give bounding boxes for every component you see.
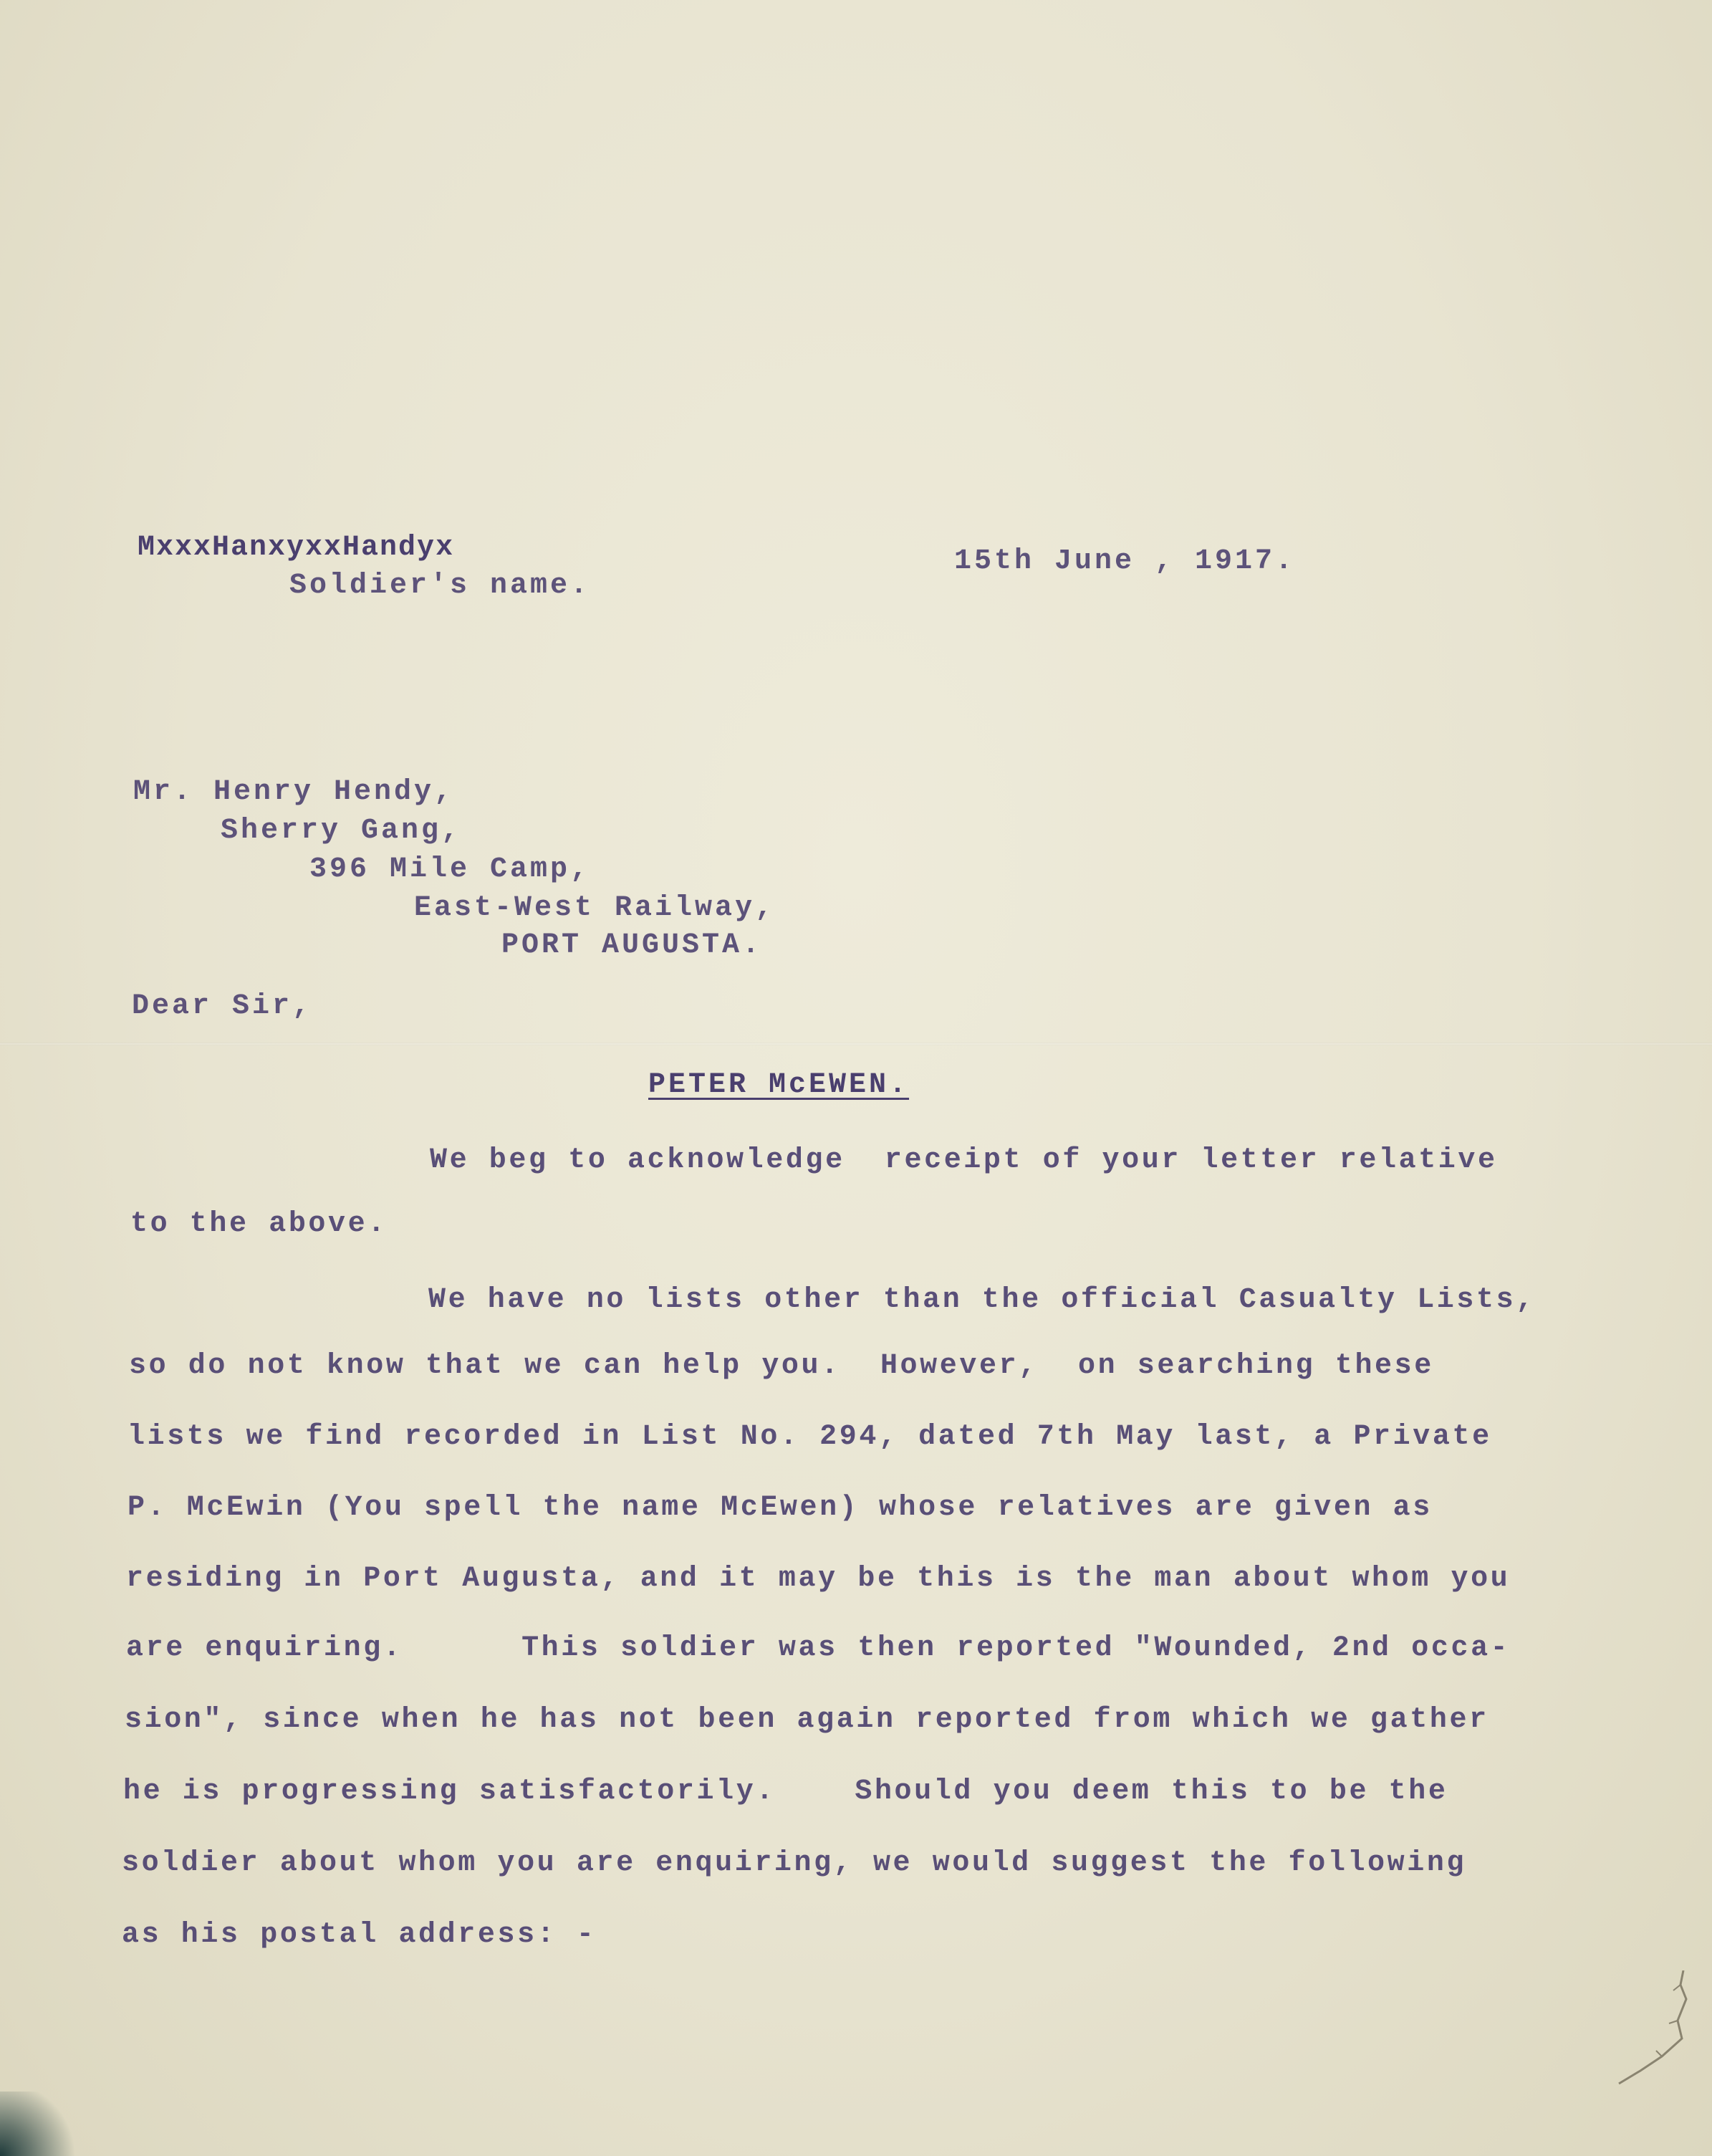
soldier-name-label: Soldier's name. — [289, 570, 591, 602]
address-line-2: Sherry Gang, — [221, 815, 462, 847]
page-corner-shadow — [0, 2092, 86, 2156]
salutation: Dear Sir, — [132, 990, 313, 1022]
address-line-1: Mr. Henry Hendy, — [133, 776, 455, 808]
address-line-5: PORT AUGUSTA. — [501, 929, 763, 962]
body-line: so do not know that we can help you. However, on searching these — [129, 1350, 1434, 1382]
body-line: are enquiring. This soldier was then reported "Wounded, 2nd occa- — [126, 1632, 1511, 1664]
body-line: as his postal address: - — [122, 1919, 597, 1951]
paper-tear-mark — [1612, 1970, 1691, 2085]
letter-subject: PETER McEWEN. — [648, 1069, 910, 1101]
body-line: residing in Port Augusta, and it may be this is the man about whom you — [126, 1563, 1511, 1595]
address-line-3: 396 Mile Camp, — [309, 853, 591, 886]
body-line: We beg to acknowledge receipt of your letter relative — [430, 1144, 1498, 1177]
paper-fold-crease — [0, 1043, 1712, 1045]
letter-date: 15th June , 1917. — [954, 545, 1296, 578]
body-line: We have no lists other than the official Casualty Lists, — [428, 1284, 1536, 1316]
body-line: he is progressing satisfactorily. Should you deem this to be the — [123, 1776, 1448, 1808]
body-line: sion", since when he has not been again reported from which we gather — [125, 1704, 1489, 1736]
address-line-4: East-West Railway, — [414, 892, 776, 924]
body-line: soldier about whom you are enquiring, we would suggest the following — [122, 1847, 1467, 1879]
struck-out-heading: MxxxHanxyxxHandyx — [138, 532, 455, 564]
body-line: lists we find recorded in List No. 294, dated 7th May last, a Private — [128, 1421, 1492, 1453]
body-line: to the above. — [130, 1208, 388, 1240]
body-line: P. McEwin (You spell the name McEwen) whose relatives are given as — [128, 1492, 1433, 1524]
